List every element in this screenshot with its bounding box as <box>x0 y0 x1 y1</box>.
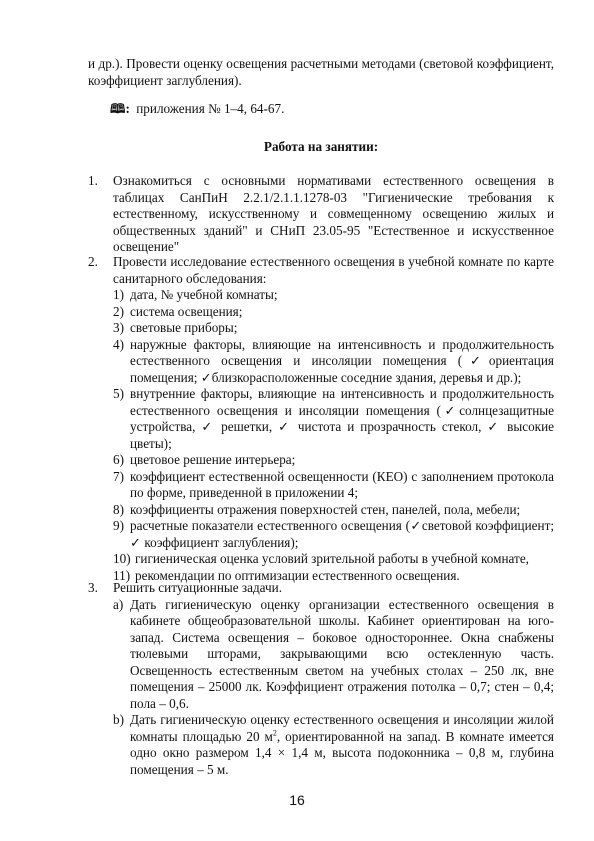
list-item-1 <box>88 173 554 256</box>
list-item-number: 2. <box>88 254 98 269</box>
sub-item: 11) рекомендации по оптимизации естественного освещения. <box>113 567 460 583</box>
section-heading: Работа на занятии: <box>263 139 379 154</box>
list-item-number: 3. <box>88 580 98 595</box>
list-item-3 <box>88 580 554 778</box>
sub-item: 9) расчетные показатели естественного освещения (✓световой коэффициент; ✓ коэффициент заглубления); <box>113 518 554 550</box>
sub-item: 3) световые приборы; <box>113 320 238 335</box>
list-item-2 <box>88 254 554 584</box>
sub-item: 2) система освещения; <box>113 303 243 319</box>
sub-item: 6) цветовое решение интерьера; <box>113 452 296 467</box>
task-item: b) Дать гигиеническую оценку естественного освещения и инсоляции жилой комнаты площадью 20 $м^2$, ориентированной на запад. В комнате имеется одно окно размером 1,4 × 1,4 м, высота подоконника – 0,8 м, глубина помещения – 5 м. <box>113 712 554 777</box>
sub-item: 8) коэффициенты отражения поверхностей стен, панелей, пола, мебели; <box>113 501 521 517</box>
intro-paragraph: и др.). Провести оценку освещения расчетными методами (световой коэффициент, коэффициент заглубления). <box>88 56 554 88</box>
reference-text: приложения № 1–4, 64-67. <box>136 101 285 116</box>
sub-item: 1) дата, № учебной комнаты; <box>113 287 278 302</box>
list-item-text: Провести исследование естественного освещения в учебной комнате по карте санитарного обследования: <box>113 254 554 286</box>
list-item-text: Решить ситуационные задачи. <box>113 580 282 595</box>
list-item-text: Ознакомиться с основными нормативами естественного освещения в таблицах СанПиН 2.2.1/2.1.1.1278-03 "Гигиенические требования к естественному, искусственному и совмещенному освещению жилых и общественных зданий" и СНиП 23.05-95 "Естественное и искусственное освещение" <box>113 173 554 254</box>
sub-item: 5) внутренние факторы, влияющие на интенсивность и продолжительность естественного освещения и инсоляции помещения (✓солнцезащитные устройства, ✓ решетки, ✓ чистота и прозрачность стекол, ✓ высокие цветы); <box>113 386 554 451</box>
reference-line <box>110 101 530 118</box>
sub-item: 7) коэффициент естественной освещенности (КЕО) с заполнением протокола по форме, приведенной в приложении 4; <box>113 468 554 500</box>
list-item-number: 1. <box>88 173 98 188</box>
book-icon: 🕮: <box>110 101 130 116</box>
sub-item: 4) наружные факторы, влияющие на интенсивность и продолжительность естественного освещения и инсоляции помещения (✓ориентация помещения; ✓близкорасположенные соседние здания, деревья и др.); <box>113 336 554 385</box>
page-number: 16 <box>289 792 305 808</box>
sub-item: 10) гигиеническая оценка условий зрительной работы в учебной комнате, <box>113 551 529 566</box>
task-item: a) Дать гигиеническую оценку организации естественного освещения в кабинете общеобразовательной школы. Кабинет ориентирован на юго-запад. Система освещения – боковое одностороннее. Окна снабжены тюлевыми шторами, закрывающими всю остекленную часть. Освещенность естественным светом на учебных столах – 250 лк, вне помещения – 25000 лк. Коэффициент отражения потолка – 0,7; стен – 0,4; пола – 0,6. <box>113 596 554 711</box>
